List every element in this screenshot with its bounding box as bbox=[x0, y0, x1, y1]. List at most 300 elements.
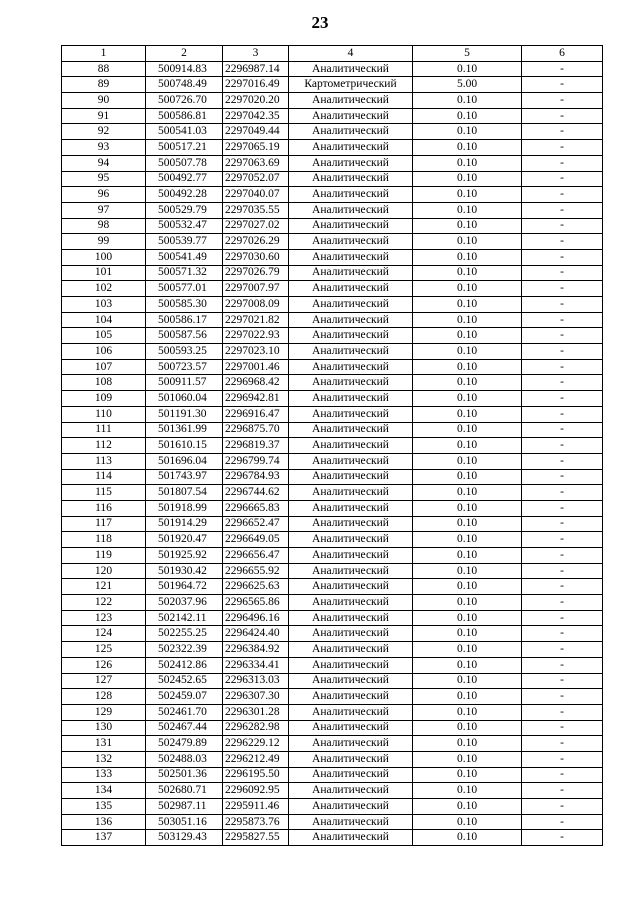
y-coordinate-cell: 2297027.02 bbox=[223, 218, 289, 234]
table-row bbox=[62, 108, 603, 124]
table-row bbox=[62, 77, 603, 93]
accuracy-cell: 0.10 bbox=[413, 265, 522, 281]
note-cell: - bbox=[522, 469, 603, 485]
y-coordinate-cell: 2297052.07 bbox=[223, 171, 289, 187]
method-cell: Аналитический bbox=[289, 595, 413, 611]
note-cell: - bbox=[522, 249, 603, 265]
x-coordinate-cell: 502680.71 bbox=[146, 783, 223, 799]
accuracy-cell: 0.10 bbox=[413, 312, 522, 328]
point-number-cell: 131 bbox=[62, 736, 146, 752]
point-number-cell: 103 bbox=[62, 297, 146, 313]
note-cell: - bbox=[522, 187, 603, 203]
x-coordinate-cell: 500911.57 bbox=[146, 375, 223, 391]
method-cell: Аналитический bbox=[289, 799, 413, 815]
point-number-cell: 105 bbox=[62, 328, 146, 344]
point-number-cell: 126 bbox=[62, 657, 146, 673]
accuracy-cell: 0.10 bbox=[413, 422, 522, 438]
method-cell: Аналитический bbox=[289, 406, 413, 422]
x-coordinate-cell: 502987.11 bbox=[146, 799, 223, 815]
x-coordinate-cell: 500541.49 bbox=[146, 249, 223, 265]
x-coordinate-cell: 500541.03 bbox=[146, 124, 223, 140]
accuracy-cell: 0.10 bbox=[413, 469, 522, 485]
accuracy-cell: 0.10 bbox=[413, 595, 522, 611]
method-cell: Аналитический bbox=[289, 751, 413, 767]
table-row bbox=[62, 344, 603, 360]
x-coordinate-cell: 501930.42 bbox=[146, 563, 223, 579]
x-coordinate-cell: 503129.43 bbox=[146, 830, 223, 846]
method-cell: Аналитический bbox=[289, 516, 413, 532]
accuracy-cell: 0.10 bbox=[413, 736, 522, 752]
note-cell: - bbox=[522, 438, 603, 454]
point-number-cell: 109 bbox=[62, 391, 146, 407]
point-number-cell: 124 bbox=[62, 626, 146, 642]
x-coordinate-cell: 502255.25 bbox=[146, 626, 223, 642]
x-coordinate-cell: 500532.47 bbox=[146, 218, 223, 234]
column-header: 4 bbox=[289, 46, 413, 62]
table-row bbox=[62, 563, 603, 579]
method-cell: Аналитический bbox=[289, 485, 413, 501]
y-coordinate-cell: 2297049.44 bbox=[223, 124, 289, 140]
y-coordinate-cell: 2296384.92 bbox=[223, 642, 289, 658]
y-coordinate-cell: 2296987.14 bbox=[223, 61, 289, 77]
column-header: 3 bbox=[223, 46, 289, 62]
table-row bbox=[62, 155, 603, 171]
note-cell: - bbox=[522, 155, 603, 171]
table-row bbox=[62, 171, 603, 187]
y-coordinate-cell: 2296195.50 bbox=[223, 767, 289, 783]
y-coordinate-cell: 2297030.60 bbox=[223, 249, 289, 265]
column-header: 6 bbox=[522, 46, 603, 62]
accuracy-cell: 0.10 bbox=[413, 532, 522, 548]
note-cell: - bbox=[522, 297, 603, 313]
x-coordinate-cell: 500571.32 bbox=[146, 265, 223, 281]
note-cell: - bbox=[522, 359, 603, 375]
table-row bbox=[62, 391, 603, 407]
method-cell: Аналитический bbox=[289, 720, 413, 736]
note-cell: - bbox=[522, 500, 603, 516]
table-row bbox=[62, 642, 603, 658]
note-cell: - bbox=[522, 281, 603, 297]
point-number-cell: 96 bbox=[62, 187, 146, 203]
point-number-cell: 110 bbox=[62, 406, 146, 422]
table-row bbox=[62, 626, 603, 642]
x-coordinate-cell: 500723.57 bbox=[146, 359, 223, 375]
note-cell: - bbox=[522, 736, 603, 752]
table-row bbox=[62, 516, 603, 532]
y-coordinate-cell: 2296942.81 bbox=[223, 391, 289, 407]
point-number-cell: 127 bbox=[62, 673, 146, 689]
point-number-cell: 111 bbox=[62, 422, 146, 438]
table-row bbox=[62, 124, 603, 140]
note-cell: - bbox=[522, 406, 603, 422]
method-cell: Аналитический bbox=[289, 469, 413, 485]
x-coordinate-cell: 502412.86 bbox=[146, 657, 223, 673]
column-header: 1 bbox=[62, 46, 146, 62]
x-coordinate-cell: 502459.07 bbox=[146, 689, 223, 705]
table-row bbox=[62, 595, 603, 611]
table-row bbox=[62, 249, 603, 265]
accuracy-cell: 0.10 bbox=[413, 124, 522, 140]
table-row bbox=[62, 297, 603, 313]
point-number-cell: 123 bbox=[62, 610, 146, 626]
accuracy-cell: 0.10 bbox=[413, 720, 522, 736]
accuracy-cell: 0.10 bbox=[413, 799, 522, 815]
point-number-cell: 125 bbox=[62, 642, 146, 658]
method-cell: Аналитический bbox=[289, 281, 413, 297]
column-header: 2 bbox=[146, 46, 223, 62]
y-coordinate-cell: 2296649.05 bbox=[223, 532, 289, 548]
point-number-cell: 116 bbox=[62, 500, 146, 516]
method-cell: Аналитический bbox=[289, 438, 413, 454]
y-coordinate-cell: 2296744.62 bbox=[223, 485, 289, 501]
note-cell: - bbox=[522, 93, 603, 109]
x-coordinate-cell: 503051.16 bbox=[146, 814, 223, 830]
x-coordinate-cell: 500492.28 bbox=[146, 187, 223, 203]
y-coordinate-cell: 2297063.69 bbox=[223, 155, 289, 171]
table-row bbox=[62, 830, 603, 846]
note-cell: - bbox=[522, 814, 603, 830]
y-coordinate-cell: 2297001.46 bbox=[223, 359, 289, 375]
accuracy-cell: 0.10 bbox=[413, 453, 522, 469]
y-coordinate-cell: 2297021.82 bbox=[223, 312, 289, 328]
method-cell: Аналитический bbox=[289, 140, 413, 156]
note-cell: - bbox=[522, 532, 603, 548]
accuracy-cell: 0.10 bbox=[413, 783, 522, 799]
accuracy-cell: 0.10 bbox=[413, 500, 522, 516]
method-cell: Аналитический bbox=[289, 265, 413, 281]
x-coordinate-cell: 500577.01 bbox=[146, 281, 223, 297]
method-cell: Аналитический bbox=[289, 563, 413, 579]
x-coordinate-cell: 501743.97 bbox=[146, 469, 223, 485]
y-coordinate-cell: 2296819.37 bbox=[223, 438, 289, 454]
y-coordinate-cell: 2295911.46 bbox=[223, 799, 289, 815]
note-cell: - bbox=[522, 610, 603, 626]
y-coordinate-cell: 2297026.79 bbox=[223, 265, 289, 281]
accuracy-cell: 0.10 bbox=[413, 391, 522, 407]
x-coordinate-cell: 502467.44 bbox=[146, 720, 223, 736]
accuracy-cell: 0.10 bbox=[413, 234, 522, 250]
y-coordinate-cell: 2297016.49 bbox=[223, 77, 289, 93]
x-coordinate-cell: 500748.49 bbox=[146, 77, 223, 93]
accuracy-cell: 0.10 bbox=[413, 140, 522, 156]
accuracy-cell: 5.00 bbox=[413, 77, 522, 93]
accuracy-cell: 0.10 bbox=[413, 155, 522, 171]
table-row bbox=[62, 610, 603, 626]
table-row bbox=[62, 799, 603, 815]
x-coordinate-cell: 500507.78 bbox=[146, 155, 223, 171]
y-coordinate-cell: 2296496.16 bbox=[223, 610, 289, 626]
note-cell: - bbox=[522, 202, 603, 218]
point-number-cell: 117 bbox=[62, 516, 146, 532]
y-coordinate-cell: 2296229.12 bbox=[223, 736, 289, 752]
y-coordinate-cell: 2296968.42 bbox=[223, 375, 289, 391]
y-coordinate-cell: 2296665.83 bbox=[223, 500, 289, 516]
point-number-cell: 137 bbox=[62, 830, 146, 846]
y-coordinate-cell: 2296313.03 bbox=[223, 673, 289, 689]
note-cell: - bbox=[522, 516, 603, 532]
method-cell: Аналитический bbox=[289, 673, 413, 689]
note-cell: - bbox=[522, 61, 603, 77]
note-cell: - bbox=[522, 673, 603, 689]
point-number-cell: 92 bbox=[62, 124, 146, 140]
y-coordinate-cell: 2297008.09 bbox=[223, 297, 289, 313]
y-coordinate-cell: 2296652.47 bbox=[223, 516, 289, 532]
x-coordinate-cell: 502479.89 bbox=[146, 736, 223, 752]
accuracy-cell: 0.10 bbox=[413, 61, 522, 77]
table-row bbox=[62, 187, 603, 203]
note-cell: - bbox=[522, 799, 603, 815]
method-cell: Аналитический bbox=[289, 61, 413, 77]
x-coordinate-cell: 500492.77 bbox=[146, 171, 223, 187]
accuracy-cell: 0.10 bbox=[413, 281, 522, 297]
method-cell: Аналитический bbox=[289, 328, 413, 344]
method-cell: Картометрический bbox=[289, 77, 413, 93]
table-row bbox=[62, 500, 603, 516]
table-row bbox=[62, 720, 603, 736]
y-coordinate-cell: 2296655.92 bbox=[223, 563, 289, 579]
method-cell: Аналитический bbox=[289, 249, 413, 265]
method-cell: Аналитический bbox=[289, 642, 413, 658]
accuracy-cell: 0.10 bbox=[413, 344, 522, 360]
point-number-cell: 108 bbox=[62, 375, 146, 391]
accuracy-cell: 0.10 bbox=[413, 814, 522, 830]
table-row bbox=[62, 657, 603, 673]
table-row bbox=[62, 234, 603, 250]
note-cell: - bbox=[522, 77, 603, 93]
note-cell: - bbox=[522, 704, 603, 720]
method-cell: Аналитический bbox=[289, 767, 413, 783]
note-cell: - bbox=[522, 642, 603, 658]
table-body bbox=[62, 61, 603, 845]
table-row bbox=[62, 453, 603, 469]
accuracy-cell: 0.10 bbox=[413, 626, 522, 642]
y-coordinate-cell: 2297065.19 bbox=[223, 140, 289, 156]
x-coordinate-cell: 502461.70 bbox=[146, 704, 223, 720]
accuracy-cell: 0.10 bbox=[413, 375, 522, 391]
method-cell: Аналитический bbox=[289, 814, 413, 830]
x-coordinate-cell: 500586.17 bbox=[146, 312, 223, 328]
table-row bbox=[62, 312, 603, 328]
point-number-cell: 135 bbox=[62, 799, 146, 815]
y-coordinate-cell: 2296212.49 bbox=[223, 751, 289, 767]
y-coordinate-cell: 2296656.47 bbox=[223, 548, 289, 564]
accuracy-cell: 0.10 bbox=[413, 548, 522, 564]
method-cell: Аналитический bbox=[289, 124, 413, 140]
point-number-cell: 112 bbox=[62, 438, 146, 454]
table-row bbox=[62, 281, 603, 297]
y-coordinate-cell: 2297026.29 bbox=[223, 234, 289, 250]
x-coordinate-cell: 500585.30 bbox=[146, 297, 223, 313]
table-row bbox=[62, 140, 603, 156]
table-row bbox=[62, 751, 603, 767]
accuracy-cell: 0.10 bbox=[413, 359, 522, 375]
accuracy-cell: 0.10 bbox=[413, 202, 522, 218]
point-number-cell: 104 bbox=[62, 312, 146, 328]
table-row bbox=[62, 422, 603, 438]
method-cell: Аналитический bbox=[289, 579, 413, 595]
point-number-cell: 101 bbox=[62, 265, 146, 281]
y-coordinate-cell: 2296092.95 bbox=[223, 783, 289, 799]
table-row bbox=[62, 704, 603, 720]
accuracy-cell: 0.10 bbox=[413, 704, 522, 720]
accuracy-cell: 0.10 bbox=[413, 767, 522, 783]
point-number-cell: 133 bbox=[62, 767, 146, 783]
point-number-cell: 122 bbox=[62, 595, 146, 611]
method-cell: Аналитический bbox=[289, 500, 413, 516]
accuracy-cell: 0.10 bbox=[413, 187, 522, 203]
table-row bbox=[62, 689, 603, 705]
x-coordinate-cell: 500726.70 bbox=[146, 93, 223, 109]
x-coordinate-cell: 501361.99 bbox=[146, 422, 223, 438]
note-cell: - bbox=[522, 548, 603, 564]
method-cell: Аналитический bbox=[289, 453, 413, 469]
method-cell: Аналитический bbox=[289, 93, 413, 109]
note-cell: - bbox=[522, 375, 603, 391]
x-coordinate-cell: 500517.21 bbox=[146, 140, 223, 156]
method-cell: Аналитический bbox=[289, 187, 413, 203]
note-cell: - bbox=[522, 767, 603, 783]
method-cell: Аналитический bbox=[289, 218, 413, 234]
note-cell: - bbox=[522, 657, 603, 673]
point-number-cell: 115 bbox=[62, 485, 146, 501]
table-row bbox=[62, 375, 603, 391]
accuracy-cell: 0.10 bbox=[413, 610, 522, 626]
accuracy-cell: 0.10 bbox=[413, 297, 522, 313]
point-number-cell: 121 bbox=[62, 579, 146, 595]
accuracy-cell: 0.10 bbox=[413, 657, 522, 673]
x-coordinate-cell: 501191.30 bbox=[146, 406, 223, 422]
method-cell: Аналитический bbox=[289, 375, 413, 391]
table-header-row bbox=[62, 46, 603, 62]
accuracy-cell: 0.10 bbox=[413, 751, 522, 767]
note-cell: - bbox=[522, 751, 603, 767]
method-cell: Аналитический bbox=[289, 830, 413, 846]
point-number-cell: 113 bbox=[62, 453, 146, 469]
y-coordinate-cell: 2297042.35 bbox=[223, 108, 289, 124]
method-cell: Аналитический bbox=[289, 657, 413, 673]
x-coordinate-cell: 501914.29 bbox=[146, 516, 223, 532]
table-row bbox=[62, 485, 603, 501]
method-cell: Аналитический bbox=[289, 736, 413, 752]
table-row bbox=[62, 532, 603, 548]
y-coordinate-cell: 2297007.97 bbox=[223, 281, 289, 297]
y-coordinate-cell: 2297020.20 bbox=[223, 93, 289, 109]
table-row bbox=[62, 93, 603, 109]
point-number-cell: 134 bbox=[62, 783, 146, 799]
note-cell: - bbox=[522, 579, 603, 595]
method-cell: Аналитический bbox=[289, 422, 413, 438]
x-coordinate-cell: 502501.36 bbox=[146, 767, 223, 783]
accuracy-cell: 0.10 bbox=[413, 93, 522, 109]
point-number-cell: 120 bbox=[62, 563, 146, 579]
column-header: 5 bbox=[413, 46, 522, 62]
x-coordinate-cell: 500586.81 bbox=[146, 108, 223, 124]
accuracy-cell: 0.10 bbox=[413, 642, 522, 658]
method-cell: Аналитический bbox=[289, 689, 413, 705]
table-row bbox=[62, 406, 603, 422]
table-row bbox=[62, 328, 603, 344]
note-cell: - bbox=[522, 595, 603, 611]
note-cell: - bbox=[522, 171, 603, 187]
point-number-cell: 107 bbox=[62, 359, 146, 375]
method-cell: Аналитический bbox=[289, 610, 413, 626]
point-number-cell: 118 bbox=[62, 532, 146, 548]
table-row bbox=[62, 673, 603, 689]
y-coordinate-cell: 2296301.28 bbox=[223, 704, 289, 720]
method-cell: Аналитический bbox=[289, 171, 413, 187]
point-number-cell: 128 bbox=[62, 689, 146, 705]
table-row bbox=[62, 783, 603, 799]
method-cell: Аналитический bbox=[289, 202, 413, 218]
accuracy-cell: 0.10 bbox=[413, 171, 522, 187]
accuracy-cell: 0.10 bbox=[413, 218, 522, 234]
x-coordinate-cell: 502142.11 bbox=[146, 610, 223, 626]
accuracy-cell: 0.10 bbox=[413, 406, 522, 422]
method-cell: Аналитический bbox=[289, 297, 413, 313]
table-row bbox=[62, 202, 603, 218]
method-cell: Аналитический bbox=[289, 344, 413, 360]
note-cell: - bbox=[522, 689, 603, 705]
x-coordinate-cell: 502452.65 bbox=[146, 673, 223, 689]
note-cell: - bbox=[522, 344, 603, 360]
note-cell: - bbox=[522, 312, 603, 328]
method-cell: Аналитический bbox=[289, 783, 413, 799]
note-cell: - bbox=[522, 124, 603, 140]
accuracy-cell: 0.10 bbox=[413, 485, 522, 501]
x-coordinate-cell: 501920.47 bbox=[146, 532, 223, 548]
x-coordinate-cell: 500539.77 bbox=[146, 234, 223, 250]
accuracy-cell: 0.10 bbox=[413, 830, 522, 846]
y-coordinate-cell: 2295827.55 bbox=[223, 830, 289, 846]
note-cell: - bbox=[522, 140, 603, 156]
page-number: 23 bbox=[311, 13, 329, 32]
x-coordinate-cell: 500587.56 bbox=[146, 328, 223, 344]
x-coordinate-cell: 500914.83 bbox=[146, 61, 223, 77]
y-coordinate-cell: 2296334.41 bbox=[223, 657, 289, 673]
table-row bbox=[62, 218, 603, 234]
x-coordinate-cell: 502488.03 bbox=[146, 751, 223, 767]
note-cell: - bbox=[522, 234, 603, 250]
y-coordinate-cell: 2296282.98 bbox=[223, 720, 289, 736]
y-coordinate-cell: 2297022.93 bbox=[223, 328, 289, 344]
note-cell: - bbox=[522, 108, 603, 124]
method-cell: Аналитический bbox=[289, 234, 413, 250]
method-cell: Аналитический bbox=[289, 391, 413, 407]
y-coordinate-cell: 2296424.40 bbox=[223, 626, 289, 642]
accuracy-cell: 0.10 bbox=[413, 108, 522, 124]
table-row bbox=[62, 61, 603, 77]
point-number-cell: 106 bbox=[62, 344, 146, 360]
point-number-cell: 100 bbox=[62, 249, 146, 265]
point-number-cell: 119 bbox=[62, 548, 146, 564]
y-coordinate-cell: 2297040.07 bbox=[223, 187, 289, 203]
note-cell: - bbox=[522, 218, 603, 234]
point-number-cell: 97 bbox=[62, 202, 146, 218]
accuracy-cell: 0.10 bbox=[413, 673, 522, 689]
y-coordinate-cell: 2296565.86 bbox=[223, 595, 289, 611]
y-coordinate-cell: 2296916.47 bbox=[223, 406, 289, 422]
note-cell: - bbox=[522, 422, 603, 438]
point-number-cell: 88 bbox=[62, 61, 146, 77]
accuracy-cell: 0.10 bbox=[413, 249, 522, 265]
table-row bbox=[62, 265, 603, 281]
accuracy-cell: 0.10 bbox=[413, 438, 522, 454]
method-cell: Аналитический bbox=[289, 626, 413, 642]
method-cell: Аналитический bbox=[289, 532, 413, 548]
y-coordinate-cell: 2296784.93 bbox=[223, 469, 289, 485]
point-number-cell: 90 bbox=[62, 93, 146, 109]
accuracy-cell: 0.10 bbox=[413, 563, 522, 579]
